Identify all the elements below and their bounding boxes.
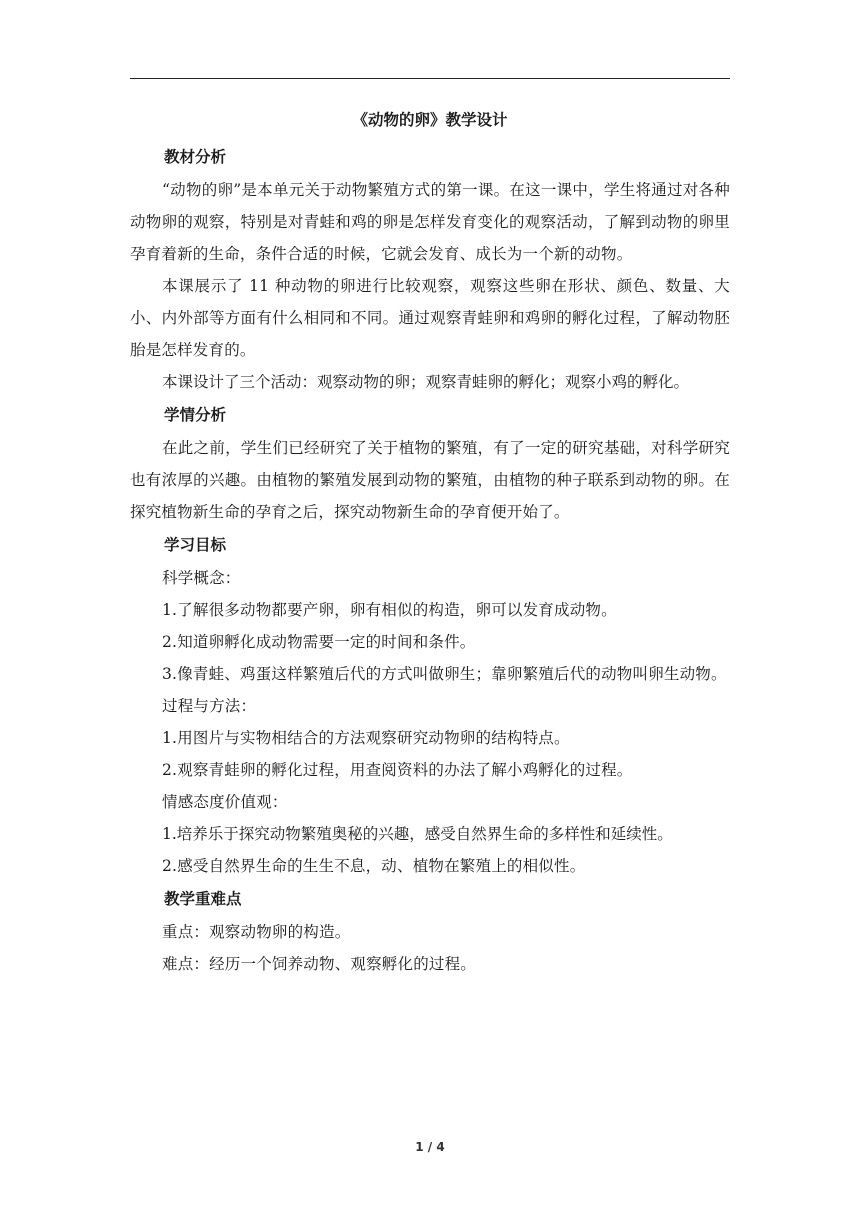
paragraph: “动物的卵”是本单元关于动物繁殖方式的第一课。在这一课中，学生将通过对各种动物卵的观察，特别是对青蛙和鸡的卵是怎样发育变化的观察活动，了解到动物的卵里孕育着新的生命，条件合适的时候，它就会发育、成长为一个新的动物。 (130, 181, 730, 263)
section-heading-students: 学情分析 (164, 406, 227, 424)
list-item: 1.了解很多动物都要产卵，卵有相似的构造，卵可以发育成动物。 (162, 601, 617, 619)
list-item: 1.用图片与实物相结合的方法观察研究动物卵的结构特点。 (162, 729, 570, 747)
list-item: 3.像青蛙、鸡蛋这样繁殖后代的方式叫做卵生；靠卵繁殖后代的动物叫卵生动物。 (162, 665, 727, 683)
paragraph: 本课设计了三个活动：观察动物的卵；观察青蛙卵的孵化；观察小鸡的孵化。 (162, 373, 690, 391)
list-item: 1.培养乐于探究动物繁殖奥秘的兴趣，感受自然界生命的多样性和延续性。 (162, 825, 673, 843)
subheading-concepts: 科学概念： (162, 569, 241, 587)
paragraph: 在此之前，学生们已经研究了关于植物的繁殖，有了一定的研究基础，对科学研究也有浓厚的兴趣。由植物的繁殖发展到动物的繁殖，由植物的种子联系到动物的卵。在探究植物新生命的孕育之后，探究动物新生命的孕育便开始了。 (130, 439, 730, 521)
list-item: 2.感受自然界生命的生生不息，动、植物在繁殖上的相似性。 (162, 857, 586, 875)
section-heading-materials: 教材分析 (164, 148, 227, 166)
key-point-difficulty: 难点：经历一个饲养动物、观察孵化的过程。 (162, 955, 477, 973)
paragraph: 本课展示了 11 种动物的卵进行比较观察，观察这些卵在形状、颜色、数量、大小、内外部等方面有什么相同和不同。通过观察青蛙卵和鸡卵的孵化过程，了解动物胚胎是怎样发育的。 (130, 277, 730, 359)
document-title: 《动物的卵》教学设计 (352, 111, 508, 129)
key-point-focus: 重点：观察动物卵的构造。 (162, 923, 351, 941)
subheading-attitude: 情感态度价值观： (162, 793, 288, 811)
subheading-process: 过程与方法： (162, 697, 257, 715)
section-heading-goals: 学习目标 (164, 536, 227, 554)
list-item: 2.观察青蛙卵的孵化过程，用查阅资料的办法了解小鸡孵化的过程。 (162, 761, 633, 779)
list-item: 2.知道卵孵化成动物需要一定的时间和条件。 (162, 633, 476, 651)
header-rule (130, 78, 730, 79)
document-body (130, 100, 730, 980)
section-heading-keypoints: 教学重难点 (164, 890, 242, 908)
page-number: 1 / 4 (415, 1140, 445, 1154)
